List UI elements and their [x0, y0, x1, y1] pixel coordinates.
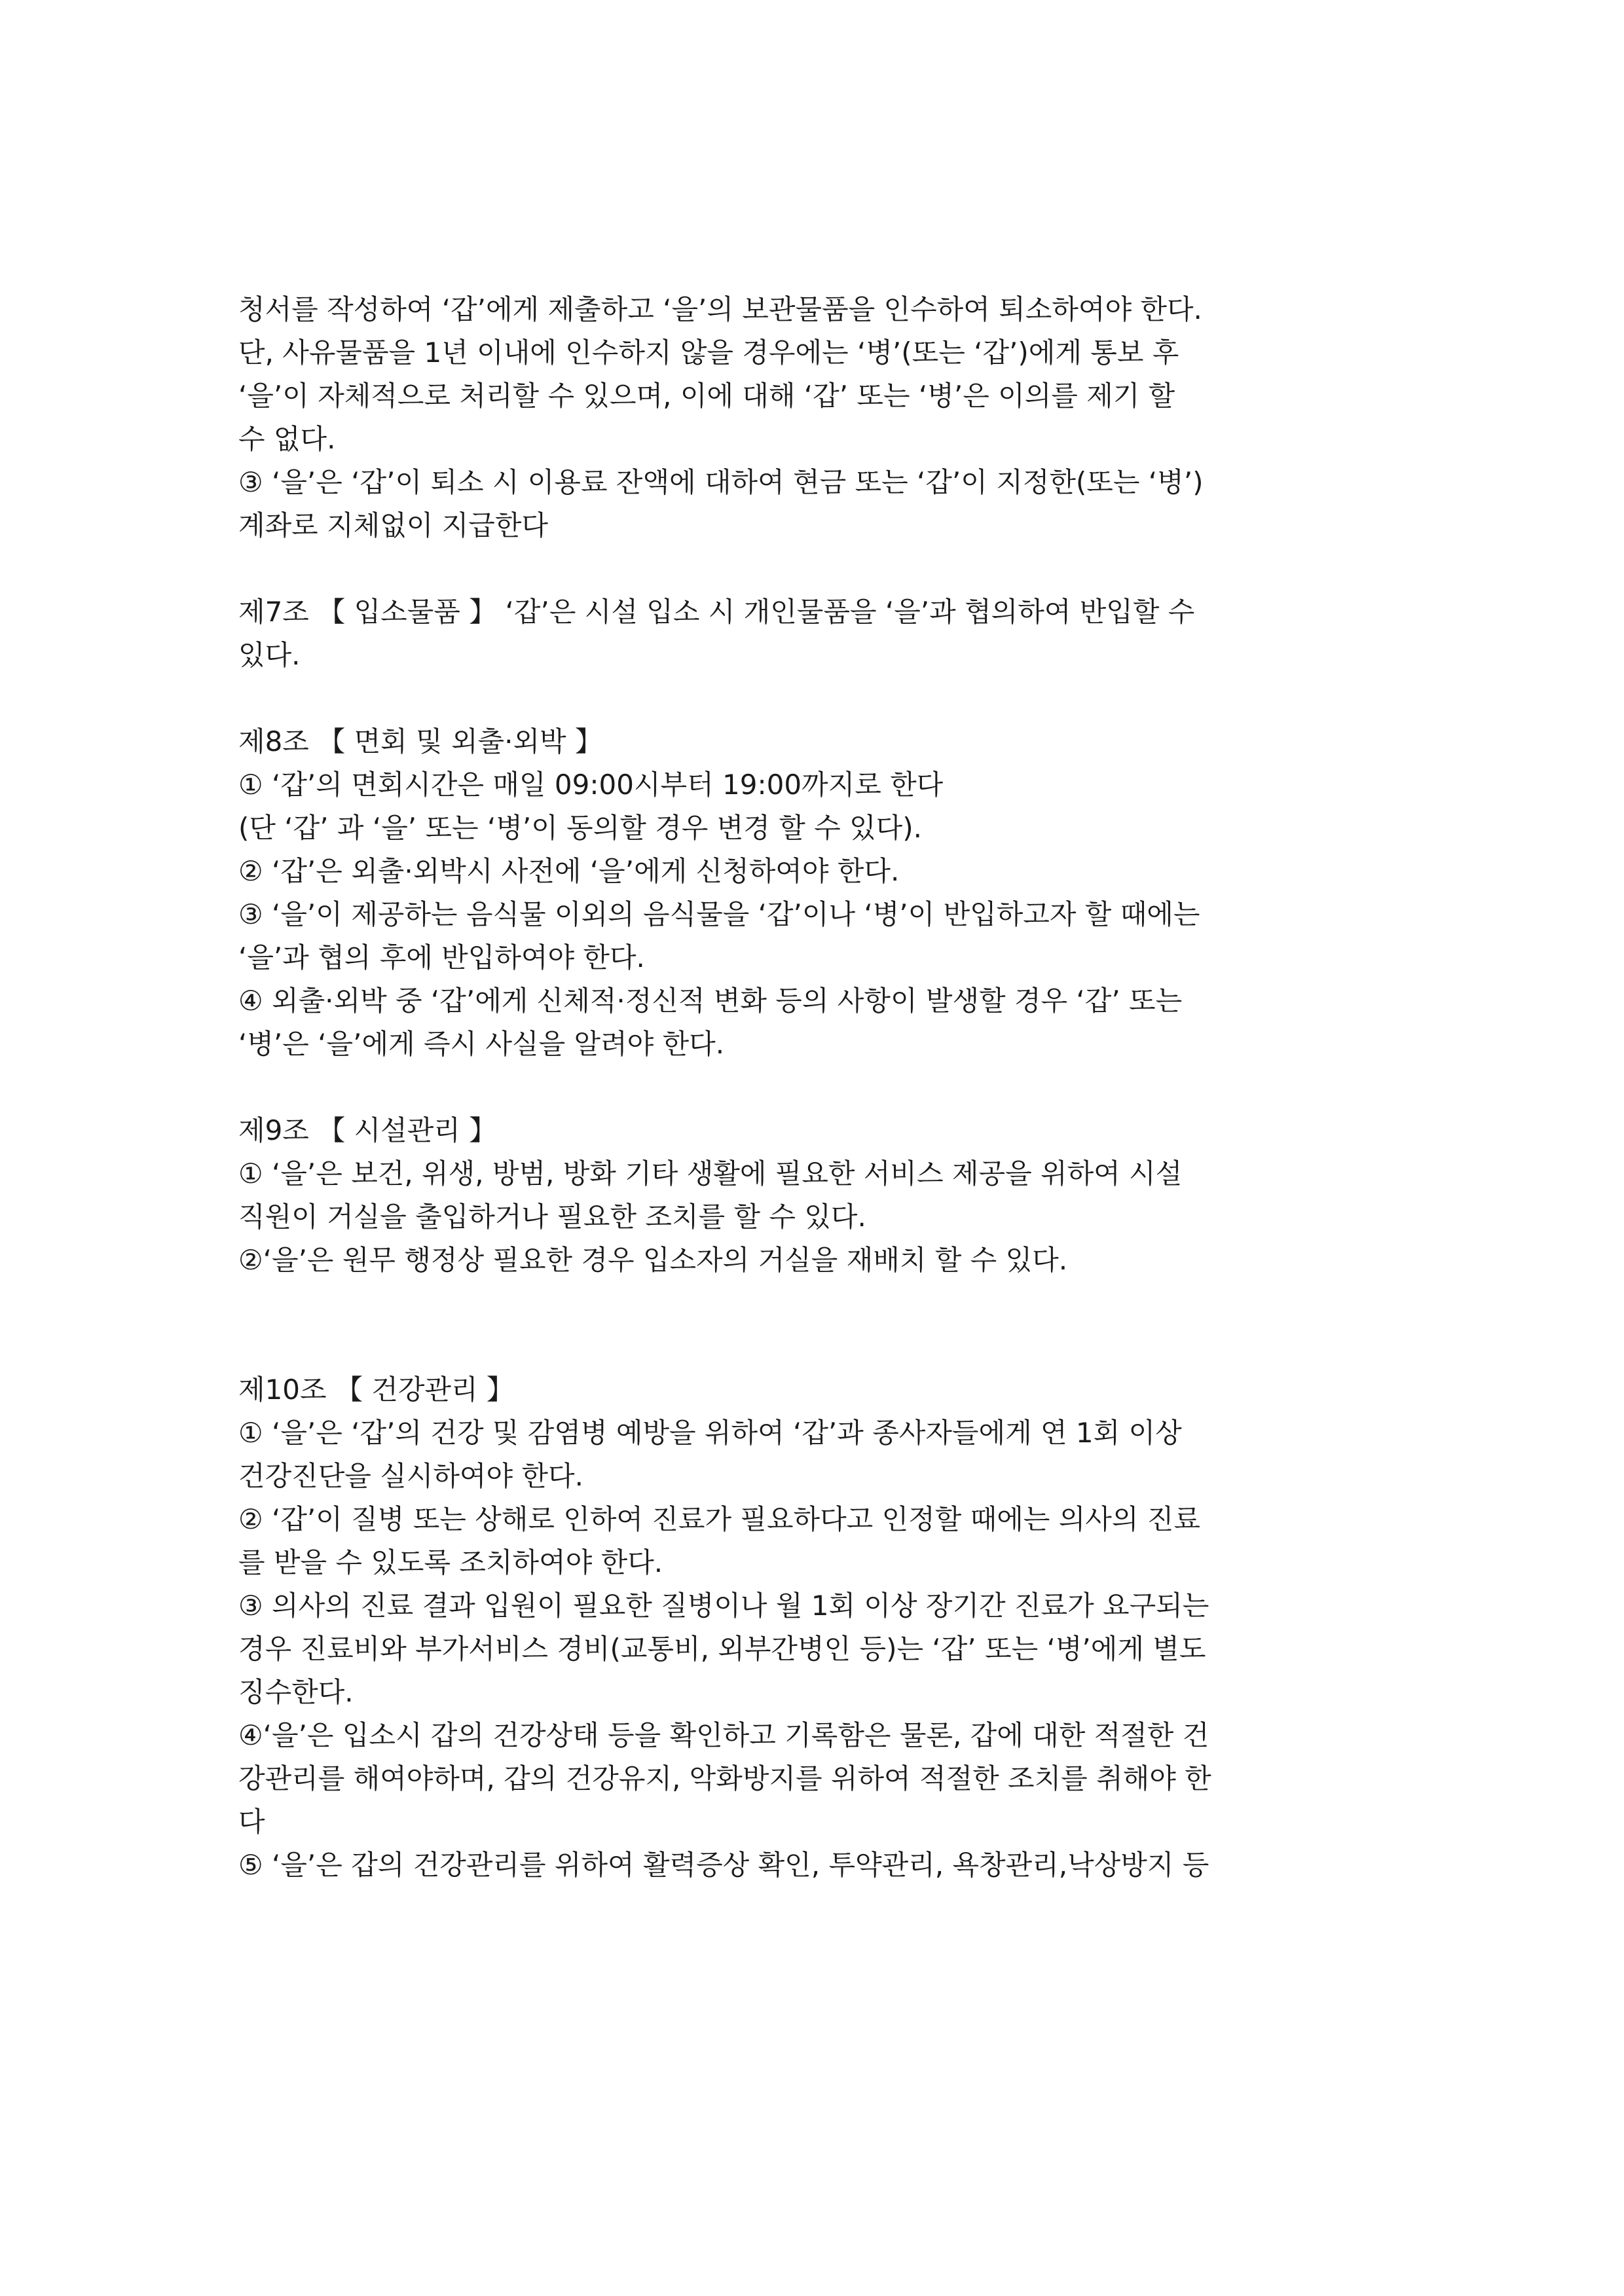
- text-line: 직원이 거실을 출입하거나 필요한 조치를 할 수 있다.: [238, 1201, 866, 1233]
- article-9: [238, 1109, 1404, 1282]
- text-line: ⑤ ‘을’은 갑의 건강관리를 위하여 활력증상 확인, 투약관리, 욕창관리,낙상방지 등: [238, 1849, 1209, 1881]
- text-line: ③ ‘을’이 제공하는 음식물 이외의 음식물을 ‘갑’이나 ‘병’이 반입하고자 할 때에는: [238, 898, 1200, 930]
- article-heading: 제9조 【 시설관리 】: [238, 1114, 497, 1146]
- spacer: [238, 547, 1404, 591]
- text-line: ②‘을’은 원무 행정상 필요한 경우 입소자의 거실을 재배치 할 수 있다.: [238, 1244, 1068, 1276]
- text-line: ③ ‘을’은 ‘갑’이 퇴소 시 이용료 잔액에 대하여 현금 또는 ‘갑’이 지정한(또는 ‘병’): [238, 466, 1204, 498]
- spacer: [238, 677, 1404, 720]
- text-line: (단 ‘갑’ 과 ‘을’ 또는 ‘병’이 동의할 경우 변경 할 수 있다).: [238, 812, 922, 844]
- text-line: ‘병’은 ‘을’에게 즉시 사실을 알려야 한다.: [238, 1028, 725, 1060]
- text-line: 강관리를 해여야하며, 갑의 건강유지, 악화방지를 위하여 적절한 조치를 취해야 한: [238, 1762, 1211, 1795]
- spacer: [238, 1282, 1404, 1368]
- text-line: 계좌로 지체없이 지급한다: [238, 509, 548, 541]
- text-line: 건강진단을 실시하여야 한다.: [238, 1460, 583, 1492]
- text-line: ② ‘갑’이 질병 또는 상해로 인하여 진료가 필요하다고 인정할 때에는 의사의 진료: [238, 1503, 1200, 1535]
- article-heading: 제10조 【 건강관리 】: [238, 1374, 514, 1406]
- text-line: 경우 진료비와 부가서비스 경비(교통비, 외부간병인 등)는 ‘갑’ 또는 ‘병’에게 별도: [238, 1633, 1206, 1665]
- article-8: [238, 720, 1404, 1066]
- text-line: ③ 의사의 진료 결과 입원이 필요한 질병이나 월 1회 이상 장기간 진료가 요구되는: [238, 1590, 1209, 1622]
- text-line: 징수한다.: [238, 1676, 354, 1708]
- document-body: [238, 288, 1404, 1887]
- text-line: ① ‘을’은 보건, 위생, 방범, 방화 기타 생활에 필요한 서비스 제공을 위하여 시설: [238, 1157, 1183, 1190]
- text-line: 있다.: [238, 639, 301, 671]
- text-line: ④ 외출·외박 중 ‘갑’에게 신체적·정신적 변화 등의 사항이 발생할 경우 ‘갑’ 또는: [238, 985, 1183, 1017]
- text-line: ④‘을’은 입소시 갑의 건강상태 등을 확인하고 기록함은 물론, 갑에 대한 적절한 건: [238, 1719, 1209, 1751]
- article-10: [238, 1368, 1404, 1887]
- text-line: 다: [238, 1806, 265, 1838]
- text-line: ① ‘갑’의 면회시간은 매일 09:00시부터 19:00까지로 한다: [238, 769, 944, 801]
- text-line: 를 받을 수 있도록 조치하여야 한다.: [238, 1546, 663, 1578]
- text-line: ② ‘갑’은 외출·외박시 사전에 ‘을’에게 신청하여야 한다.: [238, 855, 900, 887]
- article-continuation: [238, 288, 1404, 547]
- text-line: 수 없다.: [238, 423, 336, 455]
- article-heading-line: 제7조 【 입소물품 】 ‘갑’은 시설 입소 시 개인물품을 ‘을’과 협의하여 반입할 수: [238, 596, 1195, 628]
- spacer: [238, 1066, 1404, 1109]
- text-line: ① ‘을’은 ‘갑’의 건강 및 감염병 예방을 위하여 ‘갑’과 종사자들에게 연 1회 이상: [238, 1417, 1182, 1449]
- text-line: 청서를 작성하여 ‘갑’에게 제출하고 ‘을’의 보관물품을 인수하여 퇴소하여야 한다.: [238, 293, 1202, 325]
- text-line: ‘을’이 자체적으로 처리할 수 있으며, 이에 대해 ‘갑’ 또는 ‘병’은 이의를 제기 할: [238, 380, 1175, 412]
- article-7: [238, 591, 1404, 677]
- text-line: ‘을’과 협의 후에 반입하여야 한다.: [238, 941, 645, 974]
- text-line: 단, 사유물품을 1년 이내에 인수하지 않을 경우에는 ‘병’(또는 ‘갑’)에게 통보 후: [238, 337, 1179, 369]
- article-heading: 제8조 【 면회 및 외출·외박 】: [238, 725, 602, 757]
